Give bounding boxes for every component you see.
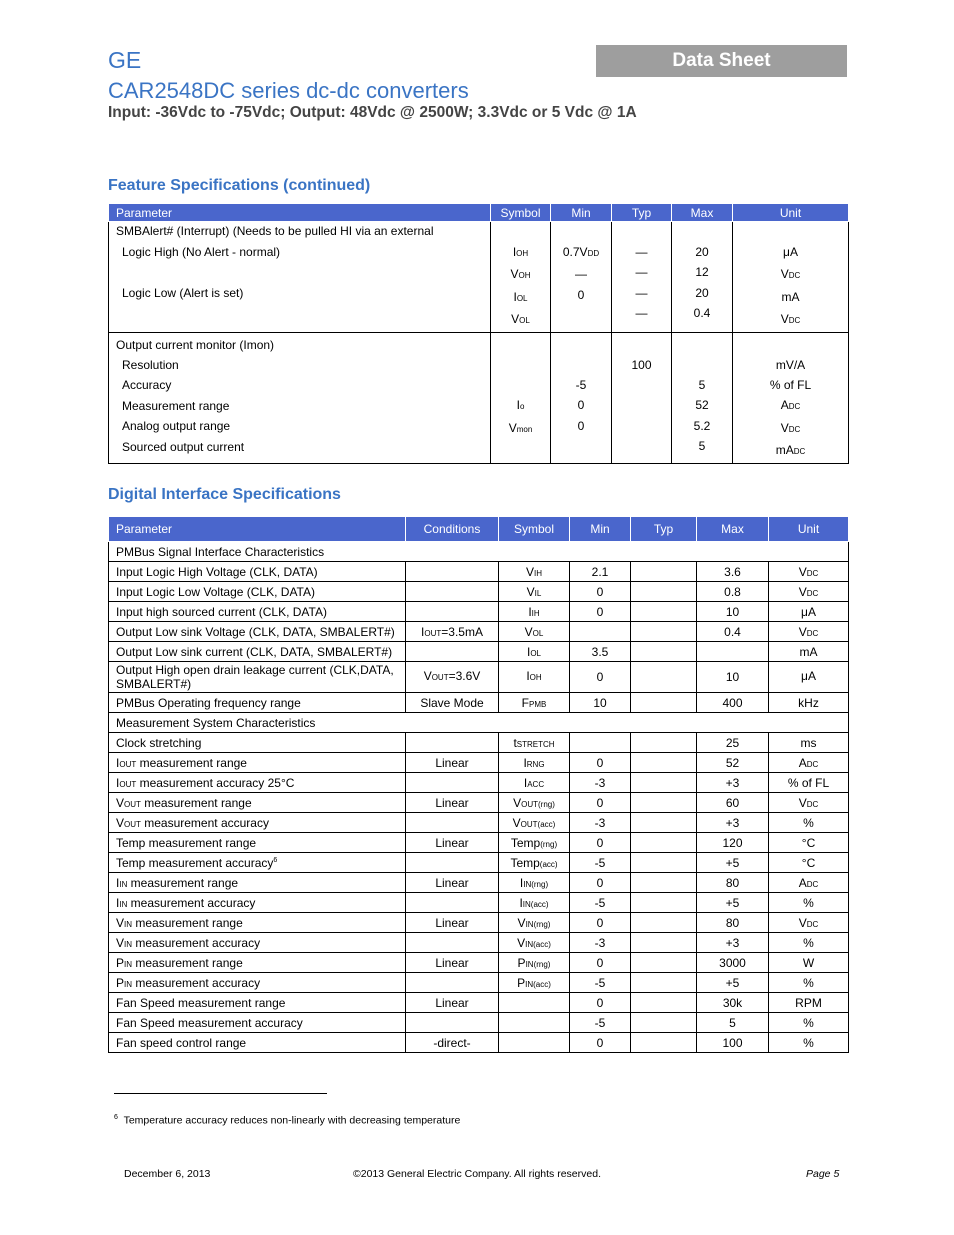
parameter-cell: Output Low sink Voltage (CLK, DATA, SMBALERT#) xyxy=(109,622,406,642)
symbol-cell: VOL xyxy=(499,622,570,642)
footer-date: December 6, 2013 xyxy=(124,1168,211,1180)
typ-cell xyxy=(631,662,697,693)
col-header-typ: Typ xyxy=(612,204,672,222)
data-sheet-banner: Data Sheet xyxy=(596,45,847,77)
unit-cell: % xyxy=(769,893,849,913)
col-header-typ: Typ xyxy=(631,517,697,542)
unit-cell: % xyxy=(769,1013,849,1033)
unit-cell: μA xyxy=(769,602,849,622)
typ-cell xyxy=(631,813,697,833)
symbol-cell: IRNG xyxy=(499,753,570,773)
col-header-symbol: Symbol xyxy=(491,204,551,222)
smbalert-symbol-cell: IOH VOH IOL VOL xyxy=(491,222,551,333)
parameter-cell: VOUT measurement range xyxy=(109,793,406,813)
typ-cell xyxy=(631,833,697,853)
typ-cell xyxy=(631,1033,697,1053)
unit-cell: VDC xyxy=(769,913,849,933)
max-cell: 25 xyxy=(697,733,769,753)
footer-copyright: ©2013 General Electric Company. All rights reserved. xyxy=(353,1168,601,1180)
table-row xyxy=(109,662,849,693)
unit-cell: kHz xyxy=(769,693,849,713)
typ-cell xyxy=(631,853,697,873)
typ-cell xyxy=(631,953,697,973)
min-cell: -5 xyxy=(570,853,631,873)
conditions-cell: Linear xyxy=(406,993,499,1013)
parameter-cell: Fan Speed measurement range xyxy=(109,993,406,1013)
conditions-cell: Linear xyxy=(406,913,499,933)
min-cell: -3 xyxy=(570,773,631,793)
digital-spec-heading: Digital Interface Specifications xyxy=(108,486,341,503)
page-subtitle: Input: -36Vdc to -75Vdc; Output: 48Vdc @ 2500W; 3.3Vdc or 5 Vdc @ 1A xyxy=(108,104,637,121)
symbol-cell xyxy=(499,1033,570,1053)
footnote xyxy=(114,1114,460,1127)
parameter-cell: VOUT measurement accuracy xyxy=(109,813,406,833)
symbol-cell: Temp(acc) xyxy=(499,853,570,873)
min-cell: -5 xyxy=(570,973,631,993)
conditions-cell xyxy=(406,933,499,953)
min-cell: 0 xyxy=(570,1033,631,1053)
max-cell: +3 xyxy=(697,773,769,793)
typ-cell xyxy=(631,893,697,913)
typ-cell xyxy=(631,1013,697,1033)
typ-cell xyxy=(631,562,697,582)
min-cell: 0 xyxy=(570,913,631,933)
parameter-cell: IIN measurement range xyxy=(109,873,406,893)
conditions-cell xyxy=(406,602,499,622)
footer-page-number: Page 5 xyxy=(806,1168,840,1180)
group-header-row xyxy=(109,713,849,733)
table-row xyxy=(109,853,849,873)
symbol-cell: IOL xyxy=(499,642,570,662)
symbol-cell: VOUT(acc) xyxy=(499,813,570,833)
min-cell xyxy=(570,622,631,642)
table-row xyxy=(109,873,849,893)
typ-cell xyxy=(631,873,697,893)
unit-cell: % xyxy=(769,1033,849,1053)
smbalert-min-cell: 0.7VDD — 0 xyxy=(551,222,612,333)
typ-cell xyxy=(631,622,697,642)
unit-cell: °C xyxy=(769,853,849,873)
parameter-cell: PMBus Operating frequency range xyxy=(109,693,406,713)
min-cell: 0 xyxy=(570,873,631,893)
max-cell: +3 xyxy=(697,813,769,833)
typ-cell xyxy=(631,933,697,953)
parameter-cell: IOUT measurement range xyxy=(109,753,406,773)
feature-spec-table xyxy=(108,203,849,464)
symbol-cell: VIN(rng) xyxy=(499,913,570,933)
min-cell: 0 xyxy=(570,993,631,1013)
min-cell: 0 xyxy=(570,602,631,622)
max-cell xyxy=(697,642,769,662)
smbalert-parameter-cell xyxy=(109,222,491,333)
min-cell: 0 xyxy=(570,662,631,693)
max-cell: 400 xyxy=(697,693,769,713)
imon-unit-cell: mV/A % of FL ADC VDC mADC xyxy=(733,332,849,463)
parameter-cell: Temp measurement range xyxy=(109,833,406,853)
symbol-cell: IOH xyxy=(499,662,570,693)
max-cell: +5 xyxy=(697,893,769,913)
min-cell: -3 xyxy=(570,813,631,833)
col-header-min: Min xyxy=(551,204,612,222)
parameter-cell: VIN measurement accuracy xyxy=(109,933,406,953)
conditions-cell: -direct- xyxy=(406,1033,499,1053)
symbol-cell: PIN(acc) xyxy=(499,973,570,993)
min-cell: 0 xyxy=(570,953,631,973)
parameter-cell: IIN measurement accuracy xyxy=(109,893,406,913)
max-cell: 0.4 xyxy=(697,622,769,642)
page-title: CAR2548DC series dc-dc converters xyxy=(108,78,469,103)
table-row xyxy=(109,622,849,642)
col-header-conditions: Conditions xyxy=(406,517,499,542)
min-cell: 0 xyxy=(570,582,631,602)
col-header-unit: Unit xyxy=(769,517,849,542)
imon-max-cell: 5 52 5.2 5 xyxy=(672,332,733,463)
conditions-cell xyxy=(406,813,499,833)
table-row xyxy=(109,753,849,773)
parameter-cell: Clock stretching xyxy=(109,733,406,753)
parameter-cell: IOUT measurement accuracy 25°C xyxy=(109,773,406,793)
imon-title: Output current monitor (Imon) xyxy=(116,337,275,352)
imon-symbol-cell: Io Vmon xyxy=(491,332,551,463)
symbol-cell: tSTRETCH xyxy=(499,733,570,753)
table-row xyxy=(109,933,849,953)
conditions-cell xyxy=(406,853,499,873)
smbalert-unit-cell: μA VDC mA VDC xyxy=(733,222,849,333)
conditions-cell xyxy=(406,973,499,993)
typ-cell xyxy=(631,733,697,753)
table-row xyxy=(109,733,849,753)
symbol-cell xyxy=(499,1013,570,1033)
measurement-group-heading: Measurement System Characteristics xyxy=(109,713,849,733)
unit-cell: ms xyxy=(769,733,849,753)
unit-cell: μA xyxy=(769,662,849,693)
unit-cell: VDC xyxy=(769,582,849,602)
brand-logo-text: GE xyxy=(108,47,142,73)
feature-spec-heading: Feature Specifications (continued) xyxy=(108,177,371,194)
unit-cell: ADC xyxy=(769,753,849,773)
symbol-cell: VIL xyxy=(499,582,570,602)
col-header-parameter: Parameter xyxy=(109,204,491,222)
smbalert-logic-low-label: Logic Low (Alert is set) xyxy=(122,285,244,300)
digital-spec-table xyxy=(108,516,849,1053)
parameter-cell: Fan Speed measurement accuracy xyxy=(109,1013,406,1033)
table-row xyxy=(109,913,849,933)
symbol-cell: FPMB xyxy=(499,693,570,713)
symbol-cell: VOUT(rng) xyxy=(499,793,570,813)
conditions-cell: Slave Mode xyxy=(406,693,499,713)
typ-cell xyxy=(631,913,697,933)
typ-cell xyxy=(631,993,697,1013)
conditions-cell xyxy=(406,893,499,913)
imon-parameter-cell: Output current monitor (Imon) Resolution Accuracy Measurement range Analog output range Sourced output current xyxy=(109,332,491,463)
typ-cell xyxy=(631,693,697,713)
parameter-cell: Temp measurement accuracy$^6$ xyxy=(109,853,406,873)
table-row xyxy=(109,813,849,833)
col-header-min: Min xyxy=(570,517,631,542)
smbalert-max-cell: 20 12 20 0.4 xyxy=(672,222,733,333)
max-cell: 10 xyxy=(697,662,769,693)
table-row xyxy=(109,642,849,662)
unit-cell: VDC xyxy=(769,562,849,582)
col-header-max: Max xyxy=(672,204,733,222)
table-row xyxy=(109,893,849,913)
footnote-mark: 6 xyxy=(114,1114,118,1121)
typ-cell xyxy=(631,602,697,622)
imon-typ-cell: 100 xyxy=(612,332,672,463)
conditions-cell xyxy=(406,733,499,753)
min-cell: 3.5 xyxy=(570,642,631,662)
symbol-cell: IIH xyxy=(499,602,570,622)
table-header-row xyxy=(109,517,849,542)
unit-cell: % xyxy=(769,973,849,993)
conditions-cell: Linear xyxy=(406,833,499,853)
symbol-cell xyxy=(499,993,570,1013)
unit-cell: % xyxy=(769,933,849,953)
conditions-cell xyxy=(406,642,499,662)
col-header-symbol: Symbol xyxy=(499,517,570,542)
max-cell: +5 xyxy=(697,853,769,873)
max-cell: 80 xyxy=(697,913,769,933)
symbol-cell: IACC xyxy=(499,773,570,793)
conditions-cell xyxy=(406,562,499,582)
parameter-cell: PIN measurement range xyxy=(109,953,406,973)
unit-cell: % of FL xyxy=(769,773,849,793)
parameter-cell: Output Low sink current (CLK, DATA, SMBALERT#) xyxy=(109,642,406,662)
max-cell: 52 xyxy=(697,753,769,773)
unit-cell: mA xyxy=(769,642,849,662)
conditions-cell: IOUT=3.5mA xyxy=(406,622,499,642)
table-header-row xyxy=(109,204,849,222)
parameter-cell: VIN measurement range xyxy=(109,913,406,933)
max-cell: 3.6 xyxy=(697,562,769,582)
table-row xyxy=(109,773,849,793)
symbol-cell: VIH xyxy=(499,562,570,582)
typ-cell xyxy=(631,642,697,662)
col-header-max: Max xyxy=(697,517,769,542)
table-row xyxy=(109,602,849,622)
unit-cell: W xyxy=(769,953,849,973)
table-row xyxy=(109,833,849,853)
symbol-cell: VIN(acc) xyxy=(499,933,570,953)
imon-min-cell: -5 0 0 xyxy=(551,332,612,463)
max-cell: 80 xyxy=(697,873,769,893)
symbol-cell: PIN(rng) xyxy=(499,953,570,973)
table-row xyxy=(109,1033,849,1053)
parameter-cell: Input Logic Low Voltage (CLK, DATA) xyxy=(109,582,406,602)
max-cell: 3000 xyxy=(697,953,769,973)
unit-cell: VDC xyxy=(769,793,849,813)
conditions-cell xyxy=(406,773,499,793)
footnote-rule xyxy=(114,1093,327,1094)
conditions-cell: Linear xyxy=(406,793,499,813)
smbalert-logic-high-label: Logic High (No Alert - normal) xyxy=(122,245,281,259)
table-row xyxy=(109,332,849,463)
min-cell: -3 xyxy=(570,933,631,953)
max-cell: +3 xyxy=(697,933,769,953)
table-row xyxy=(109,222,849,333)
max-cell: 120 xyxy=(697,833,769,853)
table-row xyxy=(109,973,849,993)
max-cell: 0.8 xyxy=(697,582,769,602)
min-cell: 0 xyxy=(570,793,631,813)
parameter-cell: Input Logic High Voltage (CLK, DATA) xyxy=(109,562,406,582)
table-row xyxy=(109,993,849,1013)
symbol-cell: IIN(acc) xyxy=(499,893,570,913)
table-row xyxy=(109,562,849,582)
typ-cell xyxy=(631,582,697,602)
min-cell xyxy=(570,733,631,753)
parameter-cell: Output High open drain leakage current (CLK,DATA, SMBALERT#) xyxy=(109,662,406,693)
max-cell: 60 xyxy=(697,793,769,813)
conditions-cell: VOUT=3.6V xyxy=(406,662,499,693)
smbalert-title: SMBAlert# (Interrupt) (Needs to be pulled HI via an external xyxy=(116,224,434,238)
typ-cell xyxy=(631,973,697,993)
unit-cell: % xyxy=(769,813,849,833)
pmbus-group-heading: PMBus Signal Interface Characteristics xyxy=(109,542,849,562)
max-cell: 100 xyxy=(697,1033,769,1053)
parameter-cell: PIN measurement accuracy xyxy=(109,973,406,993)
unit-cell: °C xyxy=(769,833,849,853)
conditions-cell xyxy=(406,1013,499,1033)
table-row xyxy=(109,582,849,602)
min-cell: -5 xyxy=(570,1013,631,1033)
parameter-cell: Fan speed control range xyxy=(109,1033,406,1053)
max-cell: 5 xyxy=(697,1013,769,1033)
typ-cell xyxy=(631,773,697,793)
min-cell: 0 xyxy=(570,833,631,853)
max-cell: +5 xyxy=(697,973,769,993)
col-header-parameter: Parameter xyxy=(109,517,406,542)
min-cell: 0 xyxy=(570,753,631,773)
typ-cell xyxy=(631,793,697,813)
unit-cell: ADC xyxy=(769,873,849,893)
conditions-cell: Linear xyxy=(406,873,499,893)
table-row xyxy=(109,953,849,973)
symbol-cell: Temp(rng) xyxy=(499,833,570,853)
max-cell: 10 xyxy=(697,602,769,622)
smbalert-typ-cell: — — — — xyxy=(612,222,672,333)
min-cell: -5 xyxy=(570,893,631,913)
conditions-cell: Linear xyxy=(406,753,499,773)
table-row xyxy=(109,793,849,813)
table-row xyxy=(109,693,849,713)
conditions-cell: Linear xyxy=(406,953,499,973)
symbol-cell: IIN(rng) xyxy=(499,873,570,893)
typ-cell xyxy=(631,753,697,773)
min-cell: 10 xyxy=(570,693,631,713)
parameter-cell: Input high sourced current (CLK, DATA) xyxy=(109,602,406,622)
group-header-row xyxy=(109,542,849,562)
table-row xyxy=(109,1013,849,1033)
footnote-text: Temperature accuracy reduces non-linearly with decreasing temperature xyxy=(123,1114,461,1127)
conditions-cell xyxy=(406,582,499,602)
col-header-unit: Unit xyxy=(733,204,849,222)
unit-cell: VDC xyxy=(769,622,849,642)
min-cell: 2.1 xyxy=(570,562,631,582)
max-cell: 30k xyxy=(697,993,769,1013)
unit-cell: RPM xyxy=(769,993,849,1013)
